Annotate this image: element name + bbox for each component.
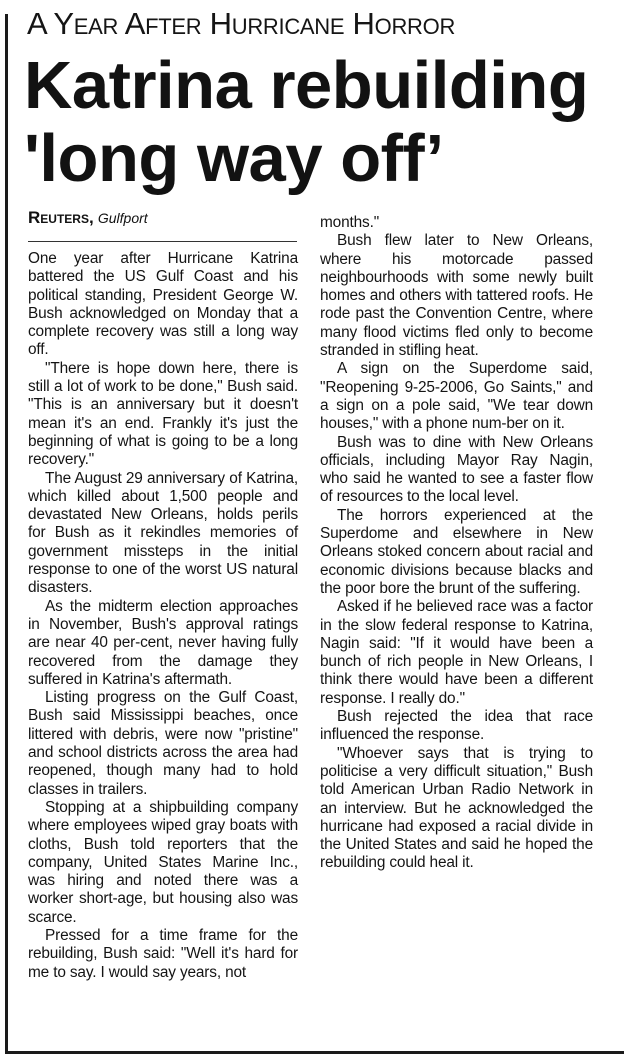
article-column-left xyxy=(28,250,298,982)
paragraph: Pressed for a time frame for the rebuilding, Bush said: "Well it's hard for me to say. I would say years, not xyxy=(28,926,298,981)
headline-line-2: 'long way off’ xyxy=(24,121,444,196)
paragraph: Asked if he believed race was a factor in the slow federal response to Katrina, Nagin said: "If it would have been a bunch of rich people in New Orleans, I think there would have been a different response. I really do." xyxy=(320,598,593,707)
main-headline xyxy=(24,49,619,195)
paragraph: The horrors experienced at the Superdome and elsewhere in New Orleans stoked concern about racial and economic divisions because blacks and the poor bore the brunt of the suffering. xyxy=(320,506,593,597)
kicker-headline: A Year After Hurricane Horror xyxy=(27,6,456,41)
byline-agency: Reuters, xyxy=(28,208,94,227)
paragraph: Bush rejected the idea that race influenced the response. xyxy=(320,708,593,744)
paragraph: One year after Hurricane Katrina battered the US Gulf Coast and his political standing, President George W. Bush acknowledged on Monday that a complete recovery was still a long way off. xyxy=(28,250,298,359)
byline-place: Gulfport xyxy=(97,210,148,226)
article-border-bottom xyxy=(5,1051,624,1054)
paragraph: The August 29 anniversary of Katrina, which killed about 1,500 people and devastated New Orleans, holds perils for Bush as it rekindles memories of government missteps in the initial response to one of the worst US natural disasters. xyxy=(28,469,298,597)
article-border-left xyxy=(5,14,8,1054)
article-column-right xyxy=(320,214,593,873)
paragraph: Bush was to dine with New Orleans officials, including Mayor Ray Nagin, who said he wanted to see a faster flow of resources to the local level. xyxy=(320,433,593,506)
byline xyxy=(28,208,298,229)
paragraph: Stopping at a shipbuilding company where employees wiped gray boats with cloths, Bush told reporters that the company, United States Marine Inc., was hiring and noted there was a worker short-age, but housing also was scarce. xyxy=(28,798,298,926)
paragraph: months." xyxy=(320,214,380,231)
paragraph: Listing progress on the Gulf Coast, Bush said Mississippi beaches, once littered with debris, were now "pristine" and school districts across the area had reopened, though many had to hold classes in trailers. xyxy=(28,689,298,798)
paragraph: A sign on the Superdome said, "Reopening 9-25-2006, Go Saints," and a sign on a pole said, "We tear down houses," with a phone num-ber on it. xyxy=(320,360,593,433)
paragraph: "There is hope down here, there is still a lot of work to be done," Bush said. "This is an anniversary but it doesn't mean it's an end. Frankly it's just the beginning of what is going to be a long recovery." xyxy=(28,359,298,469)
byline-divider xyxy=(28,241,297,242)
paragraph: Bush flew later to New Orleans, where his motorcade passed neighbourhoods with some newly built homes and others with tattered roofs. He rode past the Convention Centre, where many flood victims fled only to become stranded in stifling heat. xyxy=(320,232,593,360)
headline-line-1: Katrina rebuilding xyxy=(24,48,589,123)
paragraph: As the midterm election approaches in November, Bush's approval ratings are near 40 per-cent, never having fully recovered from the damage they suffered in Katrina's aftermath. xyxy=(28,597,298,688)
paragraph: "Whoever says that is trying to politicise a very difficult situation," Bush told American Urban Radio Network in an interview. But he acknowledged the hurricane had exposed a racial divide in the United States and said he hoped the rebuilding could heal it. xyxy=(320,744,593,872)
